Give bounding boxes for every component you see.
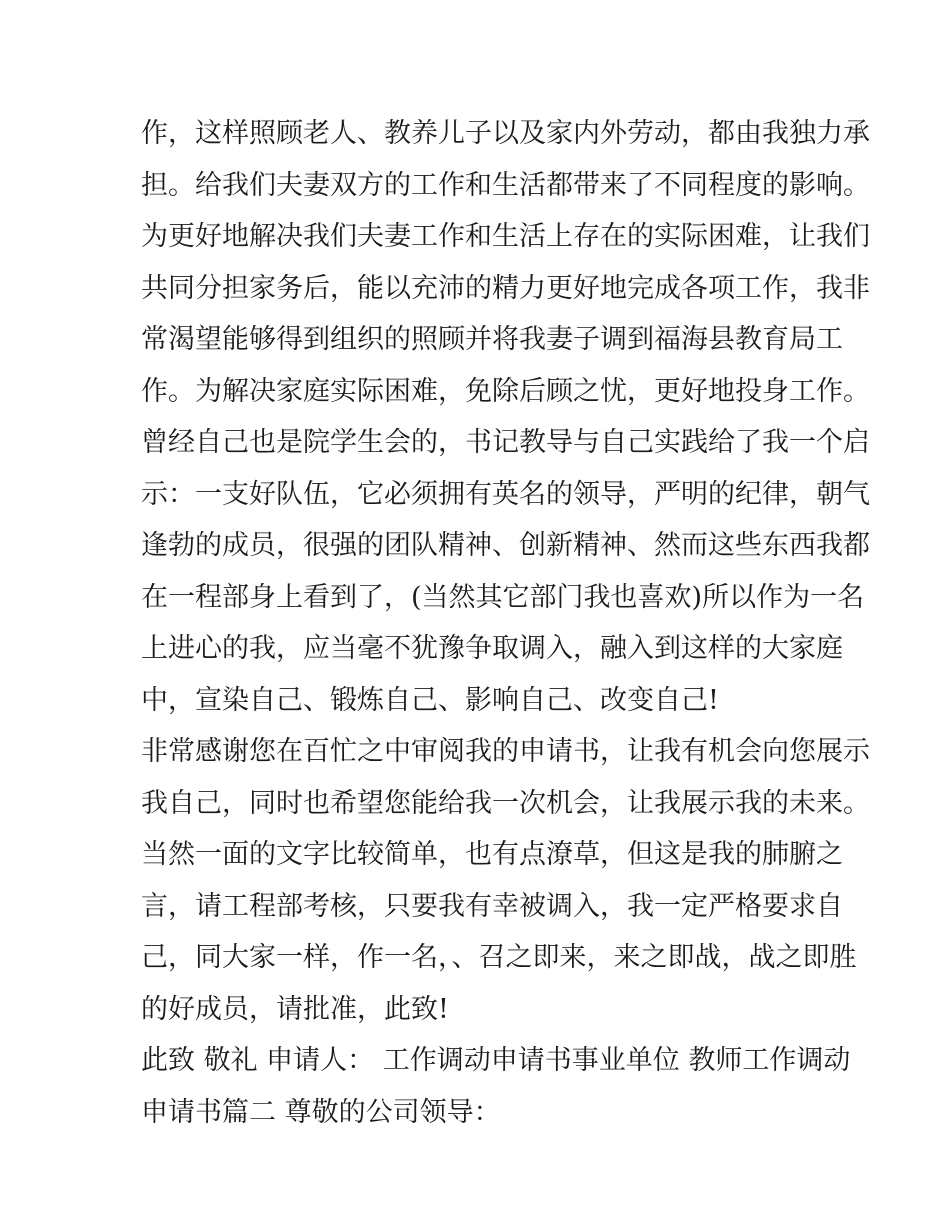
text-line: 常渴望能够得到组织的照顾并将我妻子调到福海县教育局工 [141,324,843,355]
text-line: 的好成员，请批准，此致! [141,993,449,1025]
text-line: 作。为解决家庭实际困难，免除后顾之忧，更好地投身工作。 [141,375,870,407]
text-line: 共同分担家务后，能以充沛的精力更好地完成各项工作，我非 [141,272,870,304]
text-line: 作，这样照顾老人、教养儿子以及家内外劳动，都由我独力承 [141,118,870,149]
text-line: 此致 敬礼 申请人： 工作调动申请书事业单位 教师工作调动 [141,1045,851,1076]
text-line: 中，宣染自己、锻炼自己、影响自己、改变自己! [141,684,719,716]
text-line: 当然一面的文字比较简单，也有点潦草，但这是我的肺腑之 [141,839,843,870]
text-line: 言，请工程部考核，只要我有幸被调入，我一定严格要求自 [141,890,843,922]
text-line: 担。给我们夫妻双方的工作和生活都带来了不同程度的影响。 [141,169,870,201]
text-line: 曾经自己也是院学生会的，书记教导与自己实践给了我一个启 [141,427,870,458]
text-line: 上进心的我，应当毫不犹豫争取调入，融入到这样的大家庭 [141,633,843,664]
text-line: 为更好地解决我们夫妻工作和生活上存在的实际困难，让我们 [141,221,870,252]
text-line: 非常感谢您在百忙之中审阅我的申请书，让我有机会向您展示 [141,736,870,767]
text-line: 在一程部身上看到了，(当然其它部门我也喜欢)所以作为一名 [141,581,865,613]
document-body [141,108,870,1138]
text-line: 申请书篇二 尊敬的公司领导： [141,1096,501,1128]
text-line: 逢勃的成员，很强的团队精神、创新精神、然而这些东西我都 [141,530,870,561]
text-line: 示：一支好队伍，它必须拥有英名的领导，严明的纪律，朝气 [141,478,870,510]
text-line: 我自己，同时也希望您能给我一次机会，让我展示我的未来。 [141,787,870,819]
text-line: 己，同大家一样，作一名，、召之即来，来之即战，战之即胜 [141,942,857,973]
